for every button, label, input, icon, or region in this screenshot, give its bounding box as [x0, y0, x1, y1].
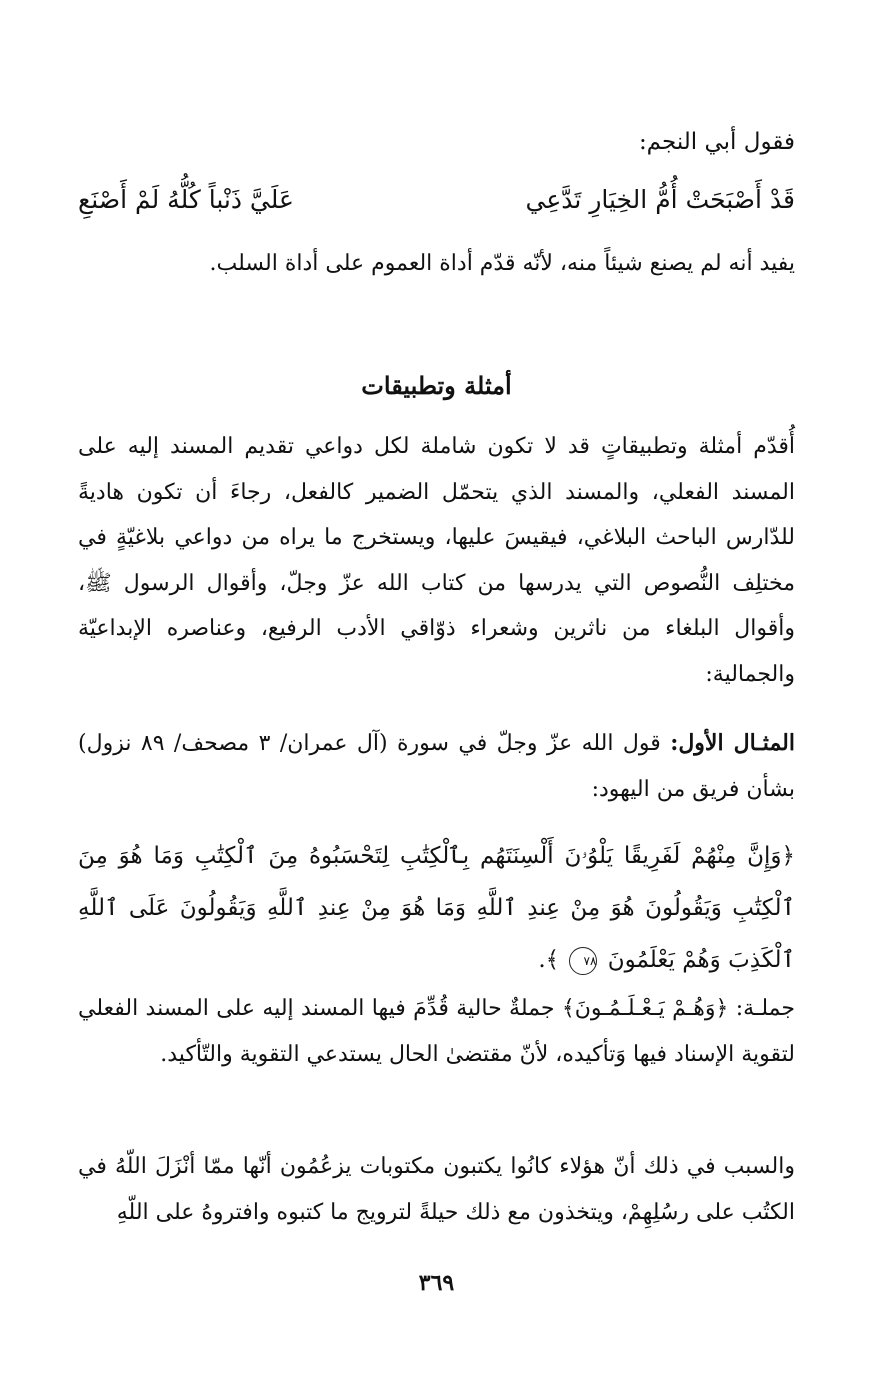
example-one-text: قول الله عزّ وجلّ في سورة (آل عمران/ ٣ مصحف/ ٨٩ نزول) بشأن فريق من اليهود:	[78, 731, 795, 802]
example-one-paragraph	[78, 721, 795, 812]
verse-number-marker: ٧٨	[569, 947, 597, 975]
reason-paragraph: والسبب في ذلك أنّ هؤلاء كانُوا يكتبون مكتوبات يزعُمُون أنّها ممّا أنْزَلَ اللّهُ في الكتُب على رسُلِهِمْ، ويتخذون مع ذلك حيلةً لترويج ما كتبوه وافتروهُ على اللّهِ	[78, 1154, 795, 1225]
verse-explanation: يفيد أنه لم يصنع شيئاً منه، لأنّه قدّم أداة العموم على أداة السلب.	[209, 251, 795, 276]
poem-verse	[78, 178, 795, 222]
example-one-label: المثـال الأول:	[670, 730, 795, 756]
intro-paragraph: أُقدّم أمثلة وتطبيقاتٍ قد لا تكون شاملة لكل دواعي تقديم المسند إليه على المسند الفعلي، والمسند الذي يتحمّل الضمير كالفعل، رجاءَ أن تكون هاديةً للدّارس الباحث البلاغي، فيقيسَ عليها، ويستخرج ما يراه من دواعي بلاغيّةٍ في مختلِف النُّصوص التي يدرسها من كتاب الله عزّ وجلّ، وأقوال الرسول ﷺ، وأقوال البلغاء من ناثرين وشعراء ذوّاقي الأدب الرفيع، وعناصره الإبداعيّة والجمالية:	[78, 434, 795, 687]
book-page	[78, 0, 795, 1375]
poem-intro: فقول أبي النجم:	[638, 129, 795, 155]
verse-second-hemistich: عَلَيَّ ذَنْباً كُلُّهُ لَمْ أَصْنَعِ	[78, 185, 294, 214]
analysis-paragraph: جملـة: ﴿وَهُـمْ يَـعْـلَـمُـونَ﴾ جملةٌ حالية قُدِّمَ فيها المسند إليه على المسند الفعلي لتقوية الإسناد فيها وَتأكيده، لأنّ مقتضىٰ الحال يستدعي التقوية والتّأكيد.	[78, 996, 795, 1067]
quran-verse-closing: ﴾.	[538, 947, 560, 973]
quran-verse	[78, 830, 795, 986]
section-heading: أمثلة وتطبيقات	[361, 371, 512, 400]
verse-first-hemistich: قَدْ أَصْبَحَتْ أُمُّ الخِيَارِ تَدَّعِي	[525, 185, 795, 214]
quran-verse-text: ﴿وَإِنَّ مِنْهُمْ لَفَرِيقًا يَلْوُۥنَ أَلْسِنَتَهُم بِٱلْكِتَٰبِ لِتَحْسَبُوهُ مِنَ ٱلْكِتَٰبِ وَمَا هُوَ مِنَ ٱلْكِتَٰبِ وَيَقُولُونَ هُوَ مِنْ عِندِ ٱللَّهِ وَمَا هُوَ مِنْ عِندِ ٱللَّهِ وَيَقُولُونَ عَلَى ٱللَّهِ ٱلْكَذِبَ وَهُمْ يَعْلَمُونَ	[78, 843, 795, 973]
page-number: ٣٦٩	[418, 1270, 455, 1296]
